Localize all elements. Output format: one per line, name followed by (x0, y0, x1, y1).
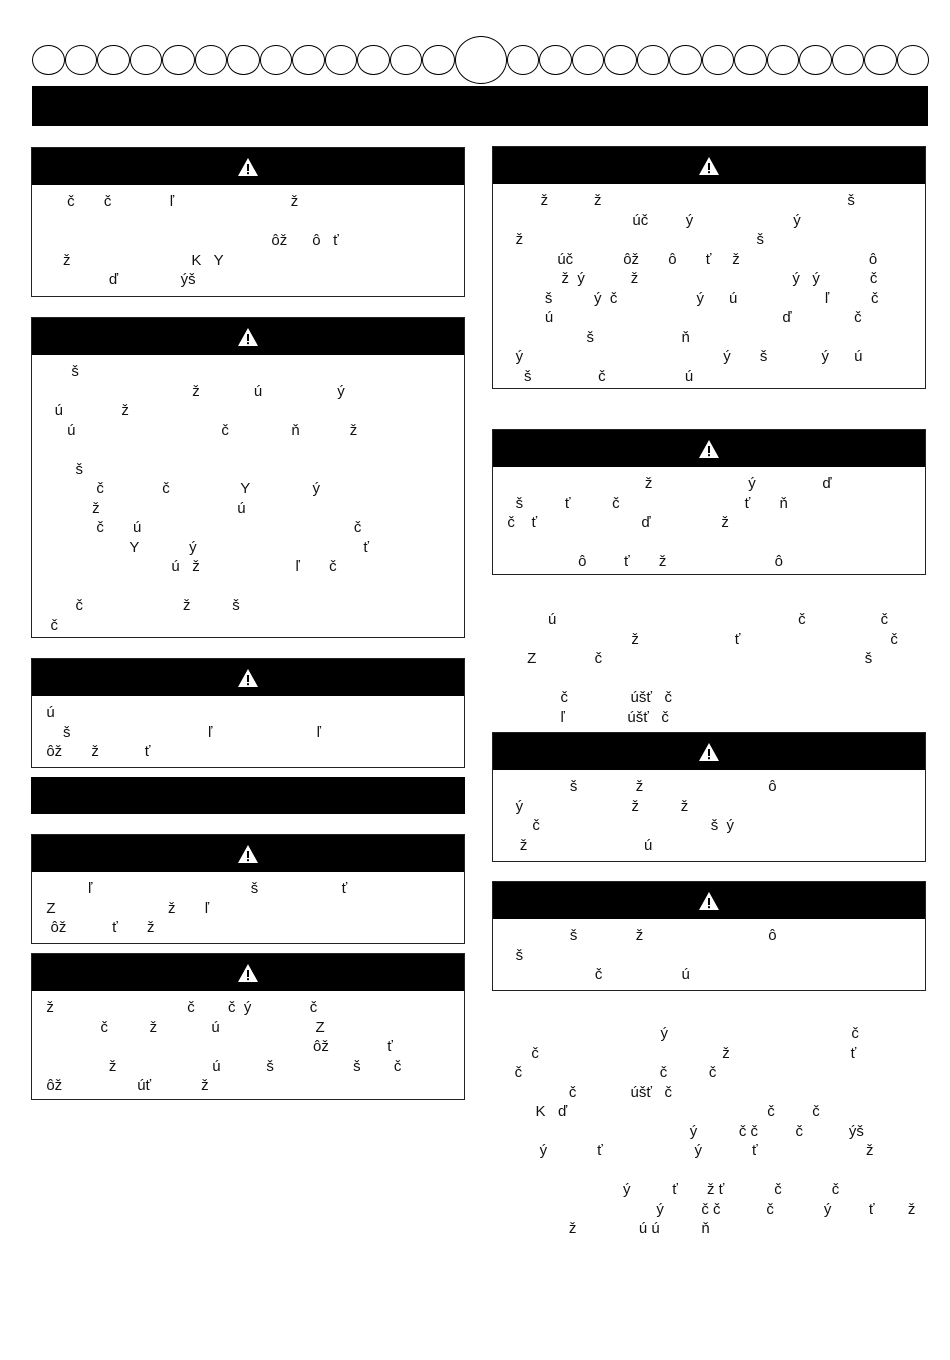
header-oval (897, 45, 930, 75)
text-line: č ť ď ž (499, 514, 729, 531)
text-line: ú č ň ž (38, 421, 358, 439)
warning-triangle-icon (698, 742, 720, 762)
warning-box-left-3 (31, 658, 465, 768)
text-line: ý ť ž ť č č (498, 1181, 840, 1198)
header-oval (572, 45, 605, 75)
text-line: ý ž ž (499, 797, 689, 815)
text-line: ž č č ý č (38, 999, 318, 1016)
warning-box-right-1 (492, 146, 926, 389)
header-oval (65, 45, 98, 75)
warning-triangle-icon (237, 157, 259, 177)
warning-box-left-1 (31, 147, 465, 297)
warning-header (32, 148, 464, 185)
warning-triangle-icon (698, 891, 720, 911)
header-oval (832, 45, 865, 75)
header-oval (292, 45, 325, 75)
text-line: ž ť č (498, 630, 898, 648)
text-line: ž ú (499, 836, 653, 854)
text-line: Z č š (498, 650, 873, 667)
text-line: ôž ť (38, 1038, 393, 1055)
warning-header (32, 835, 464, 872)
text-line: Y ý ť (38, 538, 369, 556)
warning-triangle-icon (698, 439, 720, 459)
body-paragraph (492, 610, 926, 730)
warning-box-left-4 (31, 834, 465, 944)
header-oval (637, 45, 670, 75)
text-line: ú (38, 704, 55, 721)
warning-triangle-icon (237, 668, 259, 688)
warning-header (32, 318, 464, 355)
text-line: ž ú š š č (38, 1057, 402, 1075)
header-oval (357, 45, 390, 75)
header-oval (32, 45, 65, 75)
text-line: š ý č ý ú ľ č (499, 289, 879, 307)
text-line: š ľ ľ (38, 723, 321, 741)
text-line: š ž ô (499, 927, 777, 944)
text-line: č č Y ý (38, 480, 321, 497)
text-line: č ž ú Z (38, 1018, 325, 1036)
header-oval (507, 45, 540, 75)
text-line: ôž ť ž (38, 919, 155, 936)
text-line: č ž ť (498, 1044, 857, 1062)
text-line: š (38, 363, 79, 380)
text-line: š (499, 946, 524, 964)
header-oval (195, 45, 228, 75)
text-line: ľ úšť č (498, 708, 669, 726)
text-line: č č č (498, 1064, 717, 1081)
header-oval (539, 45, 572, 75)
text-line: ž š (499, 231, 765, 248)
text-line: ôž ž ť (38, 743, 151, 760)
text-line: ý ť ý ť ž (498, 1142, 874, 1159)
warning-box-right-3 (492, 732, 926, 862)
text-line: ž ž š (499, 192, 855, 209)
text-line: ľ š ť (38, 880, 348, 897)
header-oval (227, 45, 260, 75)
header-oval (669, 45, 702, 75)
text-line: ž ú ú ň (498, 1220, 710, 1237)
warning-box-right-2 (492, 429, 926, 575)
text-line: š (38, 460, 84, 478)
text-line: ý č č č ýš (498, 1122, 864, 1140)
text-line: ž ý ž ý ý č (499, 270, 878, 287)
text-line: ú ž ľ č (38, 558, 337, 575)
warning-header (493, 733, 925, 770)
body-paragraph (492, 1024, 926, 1244)
header-oval (799, 45, 832, 75)
text-line: ú č č (498, 611, 889, 628)
warning-header (493, 430, 925, 467)
text-line: č š ý (499, 817, 735, 834)
text-line: ž K Y (38, 251, 224, 269)
text-line: ž ú ý (38, 382, 345, 400)
text-line: ž ú (38, 499, 246, 517)
text-line: ž ý ď (499, 475, 832, 492)
header-oval (767, 45, 800, 75)
text-line: ôž úť ž (38, 1077, 209, 1094)
text-line: Z ž ľ (38, 899, 210, 917)
section-title-bar (32, 86, 928, 126)
text-line: úč ý ý (499, 211, 801, 229)
text-line: č ž š (38, 597, 240, 614)
text-line: č ú č (38, 519, 362, 536)
text-line: č úšť č (498, 1083, 672, 1101)
warning-triangle-icon (237, 327, 259, 347)
warning-box-right-4 (492, 881, 926, 991)
header-oval (97, 45, 130, 75)
text-line: š ž ô (499, 778, 777, 795)
text-line: ô ť ž ô (499, 553, 784, 570)
warning-box-left-2 (31, 317, 465, 638)
warning-triangle-icon (237, 963, 259, 983)
warning-header (32, 954, 464, 991)
warning-triangle-icon (237, 844, 259, 864)
text-line: č (38, 616, 59, 634)
header-oval (604, 45, 637, 75)
text-line: ý č č č ý ť ž (498, 1200, 916, 1218)
text-line: K ď č č (498, 1103, 820, 1120)
text-line: č ú (499, 966, 690, 983)
header-oval (390, 45, 423, 75)
text-line: š ň (499, 328, 690, 346)
text-line: ý ý š ý ú (499, 348, 863, 365)
header-oval (260, 45, 293, 75)
warning-header (32, 659, 464, 696)
header-oval (162, 45, 195, 75)
header-oval (422, 45, 455, 75)
warning-header (493, 882, 925, 919)
text-line: ú ď č (499, 309, 862, 326)
text-line: š č ú (499, 367, 694, 385)
warning-header (493, 147, 925, 184)
text-line: č úšť č (498, 689, 672, 706)
header-ovals (32, 36, 928, 84)
warning-box-left-5 (31, 953, 465, 1100)
subsection-bar (31, 777, 465, 814)
text-line: úč ôž ô ť ž ô (499, 250, 878, 268)
warning-triangle-icon (698, 156, 720, 176)
header-oval (325, 45, 358, 75)
text-line: ď ýš (38, 271, 196, 288)
header-oval (734, 45, 767, 75)
header-oval (702, 45, 735, 75)
text-line: ú ž (38, 402, 129, 419)
text-line: ôž ô ť (38, 232, 339, 249)
text-line: ý č (498, 1025, 859, 1042)
text-line: č č ľ ž (38, 193, 299, 210)
header-oval (130, 45, 163, 75)
header-oval-highlighted (455, 36, 507, 84)
text-line: š ť č ť ň (499, 494, 788, 512)
header-oval (864, 45, 897, 75)
